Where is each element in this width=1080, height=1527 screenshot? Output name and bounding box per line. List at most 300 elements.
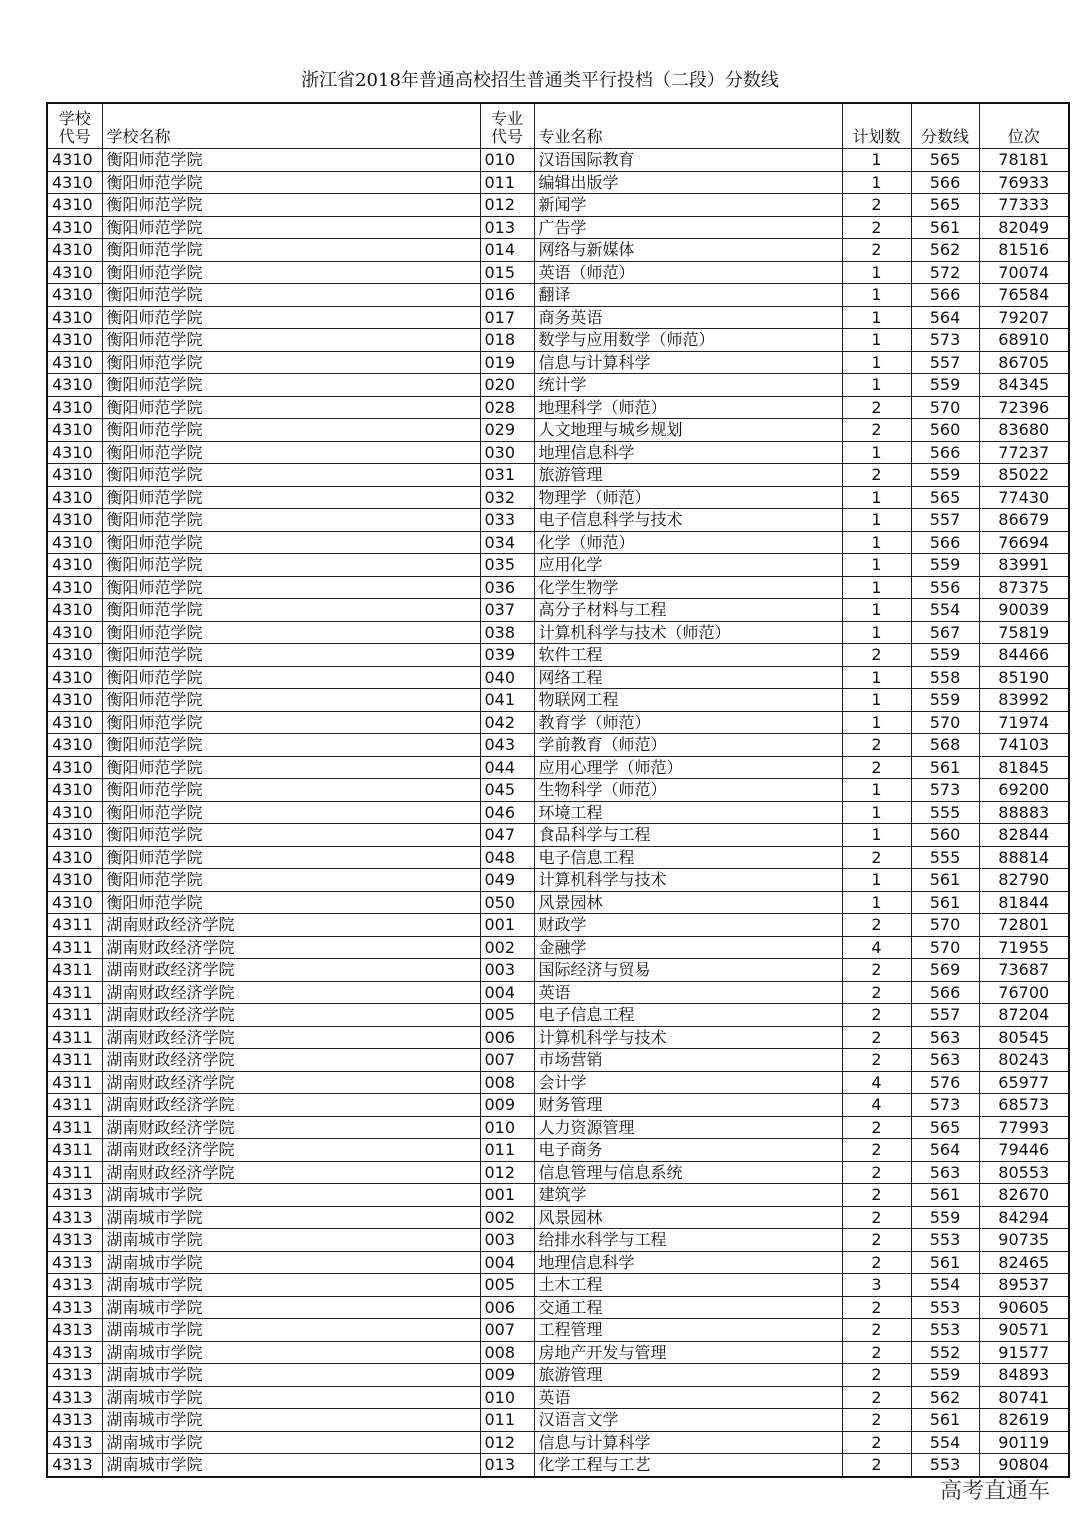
cell-major-code: 019: [480, 351, 534, 374]
cell-major-code: 020: [480, 374, 534, 397]
cell-major-name: 物理学（师范）: [534, 486, 842, 509]
cell-major-name: 地理信息科学: [534, 441, 842, 464]
cell-score: 563: [911, 1161, 979, 1184]
cell-school-name: 湖南城市学院: [102, 1319, 480, 1342]
cell-plan: 2: [842, 1454, 911, 1477]
table-row: [47, 959, 1069, 982]
cell-school-code: 4310: [47, 576, 102, 599]
cell-major-name: 化学工程与工艺: [534, 1454, 842, 1477]
cell-major-name: 英语: [534, 981, 842, 1004]
cell-major-name: 工程管理: [534, 1319, 842, 1342]
cell-school-name: 湖南财政经济学院: [102, 1071, 480, 1094]
cell-school-code: 4311: [47, 936, 102, 959]
cell-school-name: 衡阳师范学院: [102, 711, 480, 734]
cell-major-code: 030: [480, 441, 534, 464]
cell-rank: 77993: [979, 1116, 1069, 1139]
cell-rank: 74103: [979, 734, 1069, 757]
table-row: [47, 1454, 1069, 1477]
cell-major-code: 005: [480, 1274, 534, 1297]
cell-school-name: 衡阳师范学院: [102, 216, 480, 239]
cell-major-code: 045: [480, 779, 534, 802]
cell-major-code: 005: [480, 1004, 534, 1027]
cell-school-code: 4310: [47, 599, 102, 622]
cell-major-name: 计算机科学与技术（师范）: [534, 621, 842, 644]
table-row: [47, 531, 1069, 554]
table-row: [47, 869, 1069, 892]
cell-plan: 1: [842, 869, 911, 892]
cell-rank: 73687: [979, 959, 1069, 982]
cell-school-code: 4310: [47, 846, 102, 869]
cell-school-code: 4310: [47, 666, 102, 689]
cell-school-name: 衡阳师范学院: [102, 374, 480, 397]
cell-major-name: 电子信息工程: [534, 846, 842, 869]
cell-rank: 80741: [979, 1386, 1069, 1409]
cell-major-code: 003: [480, 1229, 534, 1252]
cell-major-code: 011: [480, 171, 534, 194]
cell-score: 560: [911, 824, 979, 847]
cell-rank: 85190: [979, 666, 1069, 689]
cell-school-code: 4310: [47, 891, 102, 914]
table-row: [47, 1296, 1069, 1319]
cell-school-name: 衡阳师范学院: [102, 869, 480, 892]
cell-school-code: 4310: [47, 149, 102, 172]
cell-major-code: 002: [480, 1206, 534, 1229]
cell-rank: 90039: [979, 599, 1069, 622]
header-major-code-line2: 代号: [490, 127, 523, 146]
cell-school-name: 湖南财政经济学院: [102, 1161, 480, 1184]
cell-major-name: 信息与计算科学: [534, 351, 842, 374]
cell-major-code: 029: [480, 419, 534, 442]
table-row: [47, 1431, 1069, 1454]
cell-school-code: 4313: [47, 1274, 102, 1297]
cell-major-code: 050: [480, 891, 534, 914]
cell-major-code: 038: [480, 621, 534, 644]
cell-plan: 4: [842, 1071, 911, 1094]
table-row: [47, 374, 1069, 397]
cell-major-code: 010: [480, 149, 534, 172]
cell-rank: 90571: [979, 1319, 1069, 1342]
cell-school-name: 衡阳师范学院: [102, 689, 480, 712]
header-major-code-line1: 专业: [490, 109, 523, 128]
cell-score: 557: [911, 509, 979, 532]
table-row: [47, 171, 1069, 194]
cell-school-name: 衡阳师范学院: [102, 779, 480, 802]
cell-school-code: 4310: [47, 216, 102, 239]
cell-major-code: 042: [480, 711, 534, 734]
cell-score: 554: [911, 1274, 979, 1297]
cell-score: 553: [911, 1319, 979, 1342]
cell-rank: 89537: [979, 1274, 1069, 1297]
cell-major-name: 建筑学: [534, 1184, 842, 1207]
table-row: [47, 554, 1069, 577]
cell-rank: 72801: [979, 914, 1069, 937]
table-row: [47, 936, 1069, 959]
cell-plan: 2: [842, 419, 911, 442]
cell-school-code: 4310: [47, 374, 102, 397]
cell-major-code: 010: [480, 1386, 534, 1409]
cell-score: 570: [911, 396, 979, 419]
cell-school-code: 4310: [47, 711, 102, 734]
cell-school-name: 衡阳师范学院: [102, 306, 480, 329]
cell-major-name: 人力资源管理: [534, 1116, 842, 1139]
cell-score: 559: [911, 644, 979, 667]
table-row: [47, 1184, 1069, 1207]
table-row: [47, 284, 1069, 307]
cell-rank: 84345: [979, 374, 1069, 397]
cell-major-name: 风景园林: [534, 1206, 842, 1229]
table-row: [47, 621, 1069, 644]
cell-school-name: 衡阳师范学院: [102, 891, 480, 914]
cell-plan: 2: [842, 734, 911, 757]
cell-rank: 80243: [979, 1049, 1069, 1072]
cell-score: 563: [911, 1049, 979, 1072]
cell-plan: 2: [842, 1409, 911, 1432]
cell-major-code: 040: [480, 666, 534, 689]
cell-plan: 2: [842, 194, 911, 217]
cell-score: 555: [911, 801, 979, 824]
cell-major-name: 英语: [534, 1386, 842, 1409]
cell-major-name: 电子信息工程: [534, 1004, 842, 1027]
cell-school-code: 4311: [47, 1161, 102, 1184]
cell-score: 561: [911, 756, 979, 779]
cell-major-code: 001: [480, 914, 534, 937]
cell-school-code: 4310: [47, 306, 102, 329]
cell-major-name: 网络与新媒体: [534, 239, 842, 262]
cell-major-name: 汉语言文学: [534, 1409, 842, 1432]
table-row: [47, 396, 1069, 419]
cell-school-code: 4310: [47, 419, 102, 442]
cell-major-name: 环境工程: [534, 801, 842, 824]
cell-school-code: 4310: [47, 261, 102, 284]
cell-major-code: 035: [480, 554, 534, 577]
cell-major-code: 006: [480, 1026, 534, 1049]
cell-school-name: 湖南财政经济学院: [102, 1026, 480, 1049]
cell-school-name: 湖南城市学院: [102, 1341, 480, 1364]
cell-major-code: 004: [480, 981, 534, 1004]
cell-school-code: 4313: [47, 1251, 102, 1274]
cell-plan: 2: [842, 1364, 911, 1387]
cell-school-name: 湖南城市学院: [102, 1251, 480, 1274]
cell-major-code: 006: [480, 1296, 534, 1319]
cell-school-code: 4313: [47, 1319, 102, 1342]
cell-score: 563: [911, 1026, 979, 1049]
cell-major-name: 市场营销: [534, 1049, 842, 1072]
cell-rank: 82619: [979, 1409, 1069, 1432]
table-row: [47, 981, 1069, 1004]
cell-score: 566: [911, 171, 979, 194]
cell-school-name: 湖南城市学院: [102, 1229, 480, 1252]
cell-major-name: 新闻学: [534, 194, 842, 217]
cell-rank: 84294: [979, 1206, 1069, 1229]
cell-major-name: 软件工程: [534, 644, 842, 667]
header-score: 分数线: [911, 103, 979, 149]
cell-score: 555: [911, 846, 979, 869]
cell-major-name: 电子信息科学与技术: [534, 509, 842, 532]
cell-school-code: 4310: [47, 756, 102, 779]
cell-plan: 2: [842, 756, 911, 779]
cell-school-name: 湖南财政经济学院: [102, 914, 480, 937]
cell-score: 561: [911, 1409, 979, 1432]
cell-plan: 2: [842, 914, 911, 937]
table-row: [47, 644, 1069, 667]
cell-rank: 77333: [979, 194, 1069, 217]
cell-school-code: 4310: [47, 869, 102, 892]
cell-school-name: 湖南财政经济学院: [102, 1094, 480, 1117]
cell-plan: 2: [842, 239, 911, 262]
cell-rank: 86705: [979, 351, 1069, 374]
cell-school-code: 4310: [47, 644, 102, 667]
cell-score: 566: [911, 531, 979, 554]
cell-score: 553: [911, 1454, 979, 1477]
cell-plan: 2: [842, 846, 911, 869]
cell-score: 570: [911, 914, 979, 937]
cell-major-name: 网络工程: [534, 666, 842, 689]
cell-major-code: 008: [480, 1071, 534, 1094]
table-row: [47, 689, 1069, 712]
cell-plan: 1: [842, 891, 911, 914]
cell-plan: 2: [842, 1296, 911, 1319]
cell-school-code: 4311: [47, 981, 102, 1004]
cell-major-code: 018: [480, 329, 534, 352]
table-row: [47, 329, 1069, 352]
cell-rank: 81516: [979, 239, 1069, 262]
cell-plan: 1: [842, 486, 911, 509]
cell-school-name: 湖南财政经济学院: [102, 1049, 480, 1072]
cell-score: 573: [911, 1094, 979, 1117]
cell-major-name: 编辑出版学: [534, 171, 842, 194]
cell-plan: 2: [842, 1116, 911, 1139]
table-row: [47, 599, 1069, 622]
table-row: [47, 1364, 1069, 1387]
cell-plan: 1: [842, 824, 911, 847]
table-row: [47, 194, 1069, 217]
cell-school-code: 4310: [47, 801, 102, 824]
cell-school-code: 4313: [47, 1229, 102, 1252]
cell-plan: 1: [842, 599, 911, 622]
cell-school-code: 4310: [47, 509, 102, 532]
cell-score: 562: [911, 239, 979, 262]
cell-score: 561: [911, 1184, 979, 1207]
cell-major-name: 英语（师范）: [534, 261, 842, 284]
cell-major-code: 002: [480, 936, 534, 959]
cell-plan: 1: [842, 284, 911, 307]
table-row: [47, 1161, 1069, 1184]
cell-major-code: 044: [480, 756, 534, 779]
cell-school-name: 衡阳师范学院: [102, 846, 480, 869]
cell-school-code: 4310: [47, 531, 102, 554]
page-title: 浙江省2018年普通高校招生普通类平行投档（二段）分数线: [301, 70, 779, 91]
cell-school-name: 衡阳师范学院: [102, 351, 480, 374]
cell-major-name: 风景园林: [534, 891, 842, 914]
cell-rank: 78181: [979, 149, 1069, 172]
cell-school-code: 4311: [47, 1026, 102, 1049]
cell-plan: 1: [842, 261, 911, 284]
cell-rank: 71974: [979, 711, 1069, 734]
cell-school-name: 湖南财政经济学院: [102, 959, 480, 982]
cell-score: 564: [911, 1139, 979, 1162]
cell-major-name: 应用心理学（师范）: [534, 756, 842, 779]
cell-score: 565: [911, 194, 979, 217]
cell-score: 573: [911, 329, 979, 352]
cell-major-name: 化学生物学: [534, 576, 842, 599]
cell-school-name: 衡阳师范学院: [102, 734, 480, 757]
cell-school-code: 4313: [47, 1184, 102, 1207]
cell-major-code: 008: [480, 1341, 534, 1364]
table-row: [47, 1251, 1069, 1274]
cell-rank: 90119: [979, 1431, 1069, 1454]
cell-score: 565: [911, 1116, 979, 1139]
cell-school-code: 4310: [47, 621, 102, 644]
cell-school-name: 衡阳师范学院: [102, 171, 480, 194]
cell-school-code: 4310: [47, 284, 102, 307]
table-row: [47, 216, 1069, 239]
cell-major-name: 学前教育（师范）: [534, 734, 842, 757]
cell-major-name: 广告学: [534, 216, 842, 239]
cell-major-name: 计算机科学与技术: [534, 869, 842, 892]
cell-score: 561: [911, 869, 979, 892]
cell-score: 554: [911, 1431, 979, 1454]
cell-major-name: 商务英语: [534, 306, 842, 329]
cell-plan: 2: [842, 1049, 911, 1072]
cell-rank: 88883: [979, 801, 1069, 824]
table-row: [47, 306, 1069, 329]
cell-major-code: 012: [480, 194, 534, 217]
cell-major-code: 013: [480, 1454, 534, 1477]
header-school-code: [47, 103, 102, 149]
cell-school-code: 4313: [47, 1364, 102, 1387]
cell-plan: 1: [842, 779, 911, 802]
cell-school-name: 湖南城市学院: [102, 1364, 480, 1387]
cell-rank: 76584: [979, 284, 1069, 307]
cell-school-name: 衡阳师范学院: [102, 824, 480, 847]
cell-rank: 87204: [979, 1004, 1069, 1027]
cell-school-code: 4310: [47, 194, 102, 217]
cell-major-code: 047: [480, 824, 534, 847]
cell-rank: 84893: [979, 1364, 1069, 1387]
cell-school-code: 4313: [47, 1454, 102, 1477]
header-school-code-line1: 学校: [58, 109, 91, 128]
cell-plan: 2: [842, 1184, 911, 1207]
cell-plan: 2: [842, 396, 911, 419]
table-row: [47, 1026, 1069, 1049]
cell-plan: 3: [842, 1274, 911, 1297]
cell-score: 561: [911, 1251, 979, 1274]
cell-rank: 76933: [979, 171, 1069, 194]
cell-rank: 82049: [979, 216, 1069, 239]
cell-major-name: 统计学: [534, 374, 842, 397]
cell-rank: 77237: [979, 441, 1069, 464]
cell-plan: 2: [842, 1229, 911, 1252]
cell-score: 560: [911, 419, 979, 442]
header-school-code-line2: 代号: [58, 127, 91, 146]
cell-rank: 71955: [979, 936, 1069, 959]
cell-school-name: 湖南财政经济学院: [102, 1116, 480, 1139]
cell-score: 559: [911, 1364, 979, 1387]
cell-school-name: 湖南财政经济学院: [102, 1139, 480, 1162]
cell-school-code: 4313: [47, 1431, 102, 1454]
cell-score: 567: [911, 621, 979, 644]
cell-rank: 82670: [979, 1184, 1069, 1207]
table-header-row: [47, 103, 1069, 149]
cell-major-code: 012: [480, 1431, 534, 1454]
cell-plan: 2: [842, 464, 911, 487]
cell-school-name: 衡阳师范学院: [102, 149, 480, 172]
cell-school-name: 湖南城市学院: [102, 1431, 480, 1454]
cell-major-name: 地理信息科学: [534, 1251, 842, 1274]
cell-school-name: 衡阳师范学院: [102, 509, 480, 532]
table-row: [47, 1004, 1069, 1027]
cell-plan: 1: [842, 711, 911, 734]
cell-score: 572: [911, 261, 979, 284]
cell-rank: 77430: [979, 486, 1069, 509]
cell-rank: 69200: [979, 779, 1069, 802]
cell-major-code: 013: [480, 216, 534, 239]
cell-rank: 88814: [979, 846, 1069, 869]
cell-plan: 2: [842, 1386, 911, 1409]
cell-school-code: 4311: [47, 1116, 102, 1139]
cell-score: 559: [911, 689, 979, 712]
table-row: [47, 1206, 1069, 1229]
cell-rank: 81845: [979, 756, 1069, 779]
cell-school-name: 衡阳师范学院: [102, 486, 480, 509]
table-row: [47, 441, 1069, 464]
cell-major-name: 电子商务: [534, 1139, 842, 1162]
cell-school-code: 4310: [47, 734, 102, 757]
cell-school-code: 4311: [47, 1049, 102, 1072]
cell-school-name: 湖南城市学院: [102, 1296, 480, 1319]
table-row: [47, 1319, 1069, 1342]
cell-school-code: 4310: [47, 171, 102, 194]
cell-major-name: 翻译: [534, 284, 842, 307]
cell-major-code: 031: [480, 464, 534, 487]
cell-school-name: 衡阳师范学院: [102, 261, 480, 284]
cell-school-name: 衡阳师范学院: [102, 531, 480, 554]
cell-major-code: 032: [480, 486, 534, 509]
cell-rank: 72396: [979, 396, 1069, 419]
cell-score: 553: [911, 1229, 979, 1252]
cell-plan: 1: [842, 171, 911, 194]
cell-school-name: 湖南财政经济学院: [102, 936, 480, 959]
table-row: [47, 1094, 1069, 1117]
cell-plan: 2: [842, 644, 911, 667]
cell-school-name: 衡阳师范学院: [102, 599, 480, 622]
cell-school-code: 4310: [47, 351, 102, 374]
cell-rank: 70074: [979, 261, 1069, 284]
table-row: [47, 666, 1069, 689]
table-row: [47, 1274, 1069, 1297]
cell-school-name: 衡阳师范学院: [102, 621, 480, 644]
cell-score: 562: [911, 1386, 979, 1409]
cell-major-name: 食品科学与工程: [534, 824, 842, 847]
cell-plan: 2: [842, 1004, 911, 1027]
table-row: [47, 801, 1069, 824]
cell-school-code: 4311: [47, 1139, 102, 1162]
cell-score: 559: [911, 1206, 979, 1229]
cell-score: 553: [911, 1296, 979, 1319]
cell-score: 573: [911, 779, 979, 802]
cell-plan: 2: [842, 1026, 911, 1049]
table-row: [47, 846, 1069, 869]
cell-plan: 2: [842, 1341, 911, 1364]
cell-major-name: 金融学: [534, 936, 842, 959]
table-row: [47, 779, 1069, 802]
cell-rank: 85022: [979, 464, 1069, 487]
cell-school-code: 4313: [47, 1206, 102, 1229]
cell-major-code: 001: [480, 1184, 534, 1207]
cell-major-name: 旅游管理: [534, 464, 842, 487]
cell-score: 554: [911, 599, 979, 622]
cell-school-code: 4313: [47, 1409, 102, 1432]
